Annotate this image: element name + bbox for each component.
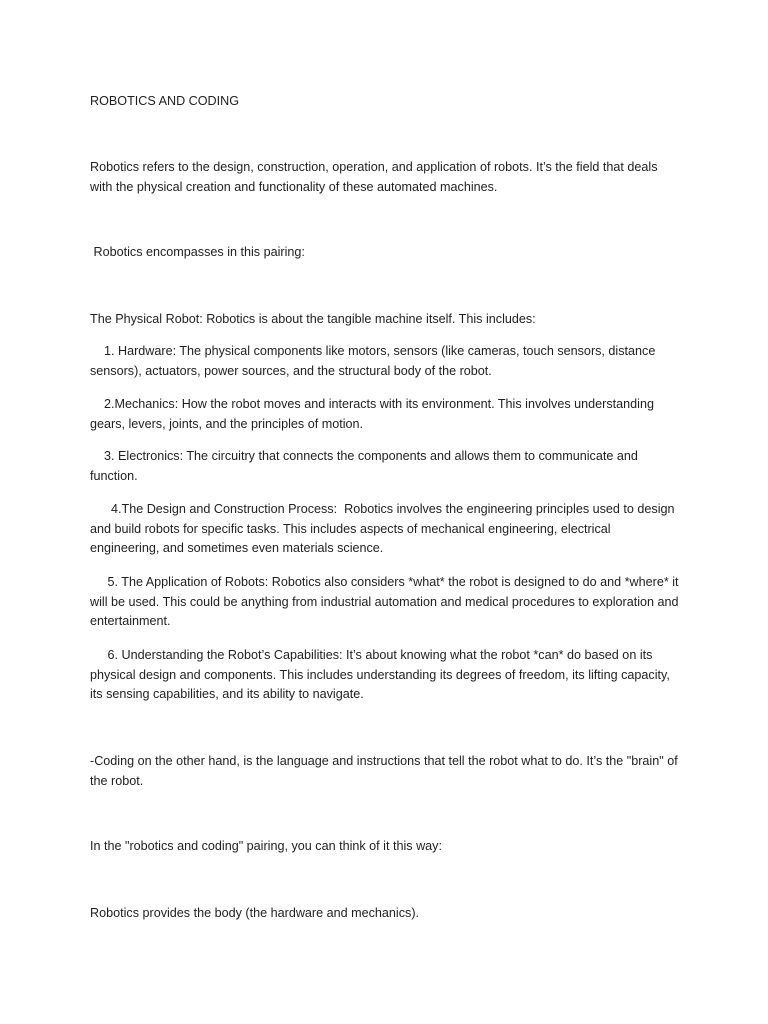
- paragraph-coding-definition: -Coding on the other hand, is the language and instructions that tell the robot what to do. It’s the "brain" of the robot.: [90, 754, 678, 788]
- list-item-application: 5. The Application of Robots: Robotics also considers *what* the robot is designed to do and *where* it will be used. This could be anything from industrial automation and medical procedures to exploration and entertainment.: [90, 575, 683, 629]
- list-item-mechanics: 2.Mechanics: How the robot moves and interacts with its environment. This involves understanding gears, levers, joints, and the principles of motion.: [90, 397, 658, 431]
- paragraph-robotics-body: Robotics provides the body (the hardware and mechanics).: [90, 906, 420, 920]
- paragraph-physical-robot: The Physical Robot: Robotics is about the tangible machine itself. This includes:: [90, 312, 536, 326]
- paragraph-robotics-definition: Robotics refers to the design, construction, operation, and application of robots. It’s the field that deals with the physical creation and functionality of these automated machines.: [90, 160, 658, 194]
- paragraph-robotics-encompasses: Robotics encompasses in this pairing:: [90, 245, 305, 259]
- list-item-hardware: 1. Hardware: The physical components like motors, sensors (like cameras, touch sensors, distance sensors), actuators, power sources, and the structural body of the robot.: [90, 344, 659, 378]
- paragraph-pairing-intro: In the "robotics and coding" pairing, you can think of it this way:: [90, 839, 442, 853]
- list-item-capabilities: 6. Understanding the Robot’s Capabilities: It’s about knowing what the robot *can* do based on its physical design and components. This includes understanding its degrees of freedom, its lifting capacity, its sensing capabilities, and its ability to navigate.: [90, 648, 674, 702]
- list-item-design-construction: 4.The Design and Construction Process: Robotics involves the engineering principles used to design and build robots for specific tasks. This includes aspects of mechanical engineering, electrical engineering, and sometimes even materials science.: [90, 502, 679, 556]
- document-title: ROBOTICS AND CODING: [90, 94, 240, 108]
- list-item-electronics: 3. Electronics: The circuitry that connects the components and allows them to communicate and function.: [90, 449, 642, 483]
